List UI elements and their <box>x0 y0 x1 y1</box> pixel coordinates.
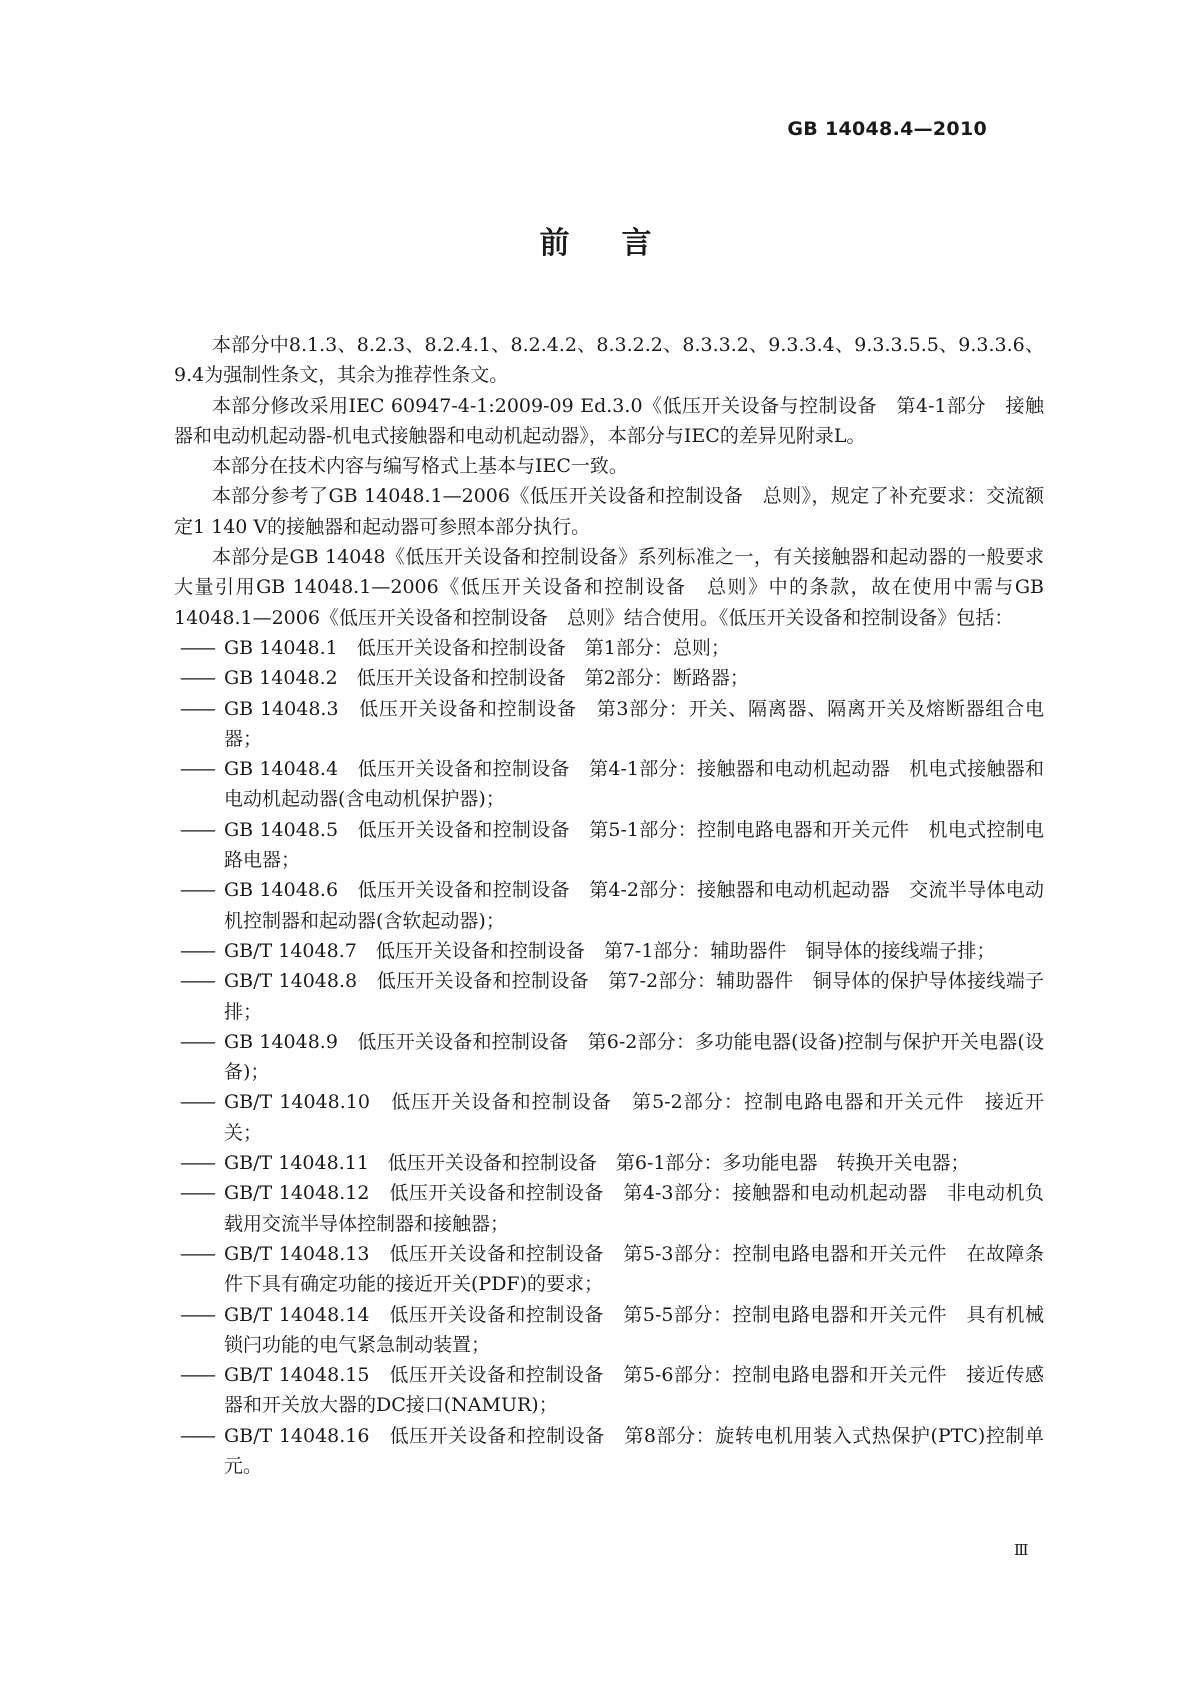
list-item <box>180 1360 1044 1421</box>
list-item <box>180 966 1044 1027</box>
list-item <box>180 1148 1044 1178</box>
list-item-text: GB/T 14048.14 低压开关设备和控制设备 第5-5部分：控制电路电器和开关元件 具有机械锁闩功能的电气紧急制动装置； <box>224 1303 1044 1356</box>
list-item <box>180 694 1044 755</box>
list-item <box>180 875 1044 936</box>
list-dash: —— <box>180 636 214 659</box>
list-item-text: GB/T 14048.16 低压开关设备和控制设备 第8部分：旋转电机用装入式热保护(PTC)控制单元。 <box>224 1424 1044 1477</box>
list-item <box>180 1178 1044 1239</box>
list-item <box>180 754 1044 815</box>
list-dash: —— <box>180 667 214 690</box>
list-item-text: GB 14048.6 低压开关设备和控制设备 第4-2部分：接触器和电动机起动器 交流半导体电动机控制器和起动器(含软起动器)； <box>224 879 1044 932</box>
paragraph: 本部分是GB 14048《低压开关设备和控制设备》系列标准之一，有关接触器和起动器的一般要求大量引用GB 14048.1—2006《低压开关设备和控制设备 总则》中的条款，故在使用中需与GB 14048.1—2006《低压开关设备和控制设备 总则》结合使用。《低压开关设备和控制设备》包括： <box>174 546 1044 629</box>
list-item <box>180 1027 1044 1088</box>
list-dash: —— <box>180 1303 214 1326</box>
list-dash: —— <box>180 1364 214 1387</box>
list-item-text: GB/T 14048.7 低压开关设备和控制设备 第7-1部分：辅助器件 铜导体的接线端子排； <box>224 939 996 962</box>
standards-list <box>174 633 1044 1481</box>
list-dash: —— <box>180 697 214 720</box>
list-item-text: GB/T 14048.11 低压开关设备和控制设备 第6-1部分：多功能电器 转换开关电器； <box>224 1152 970 1175</box>
list-item <box>180 1421 1044 1482</box>
list-item <box>180 815 1044 876</box>
list-item-text: GB 14048.3 低压开关设备和控制设备 第3部分：开关、隔离器、隔离开关及熔断器组合电器； <box>224 697 1044 750</box>
list-dash: —— <box>180 1182 214 1205</box>
list-dash: —— <box>180 970 214 993</box>
list-item <box>180 1300 1044 1361</box>
list-dash: —— <box>180 1030 214 1053</box>
list-item <box>180 663 1044 693</box>
list-dash: —— <box>180 939 214 962</box>
list-item-text: GB/T 14048.13 低压开关设备和控制设备 第5-3部分：控制电路电器和开关元件 在故障条件下具有确定功能的接近开关(PDF)的要求； <box>224 1242 1044 1296</box>
page-number: Ⅲ <box>1014 1541 1029 1559</box>
list-dash: —— <box>180 758 214 781</box>
paragraph: 本部分中8.1.3、8.2.3、8.2.4.1、8.2.4.2、8.3.2.2、8.3.3.2、9.3.3.4、9.3.3.5.5、9.3.3.6、9.4为强制性条文，其余为推荐性条文。 <box>174 334 1044 387</box>
list-item <box>180 1087 1044 1148</box>
paragraph: 本部分参考了GB 14048.1—2006《低压开关设备和控制设备 总则》，规定了补充要求：交流额定1 140 V的接触器和起动器可参照本部分执行。 <box>174 485 1044 538</box>
list-item-text: GB/T 14048.8 低压开关设备和控制设备 第7-2部分：辅助器件 铜导体的保护导体接线端子排； <box>224 970 1044 1023</box>
list-dash: —— <box>180 818 214 841</box>
list-dash: —— <box>180 1242 214 1265</box>
list-item <box>180 1239 1044 1300</box>
list-item-text: GB 14048.2 低压开关设备和控制设备 第2部分：断路器； <box>224 667 749 690</box>
document-body <box>174 330 1044 1481</box>
list-item-text: GB 14048.4 低压开关设备和控制设备 第4-1部分：接触器和电动机起动器 机电式接触器和电动机起动器(含电动机保护器)； <box>224 758 1044 811</box>
paragraph: 本部分在技术内容与编写格式上基本与IEC一致。 <box>212 455 628 478</box>
list-item <box>180 936 1044 966</box>
list-dash: —— <box>180 1091 214 1114</box>
list-item-text: GB 14048.5 低压开关设备和控制设备 第5-1部分：控制电路电器和开关元件 机电式控制电路电器； <box>224 818 1044 872</box>
standard-number: GB 14048.4—2010 <box>787 118 987 140</box>
list-item <box>180 633 1044 663</box>
list-dash: —— <box>180 1424 214 1447</box>
list-item-text: GB/T 14048.10 低压开关设备和控制设备 第5-2部分：控制电路电器和开关元件 接近开关； <box>224 1091 1044 1144</box>
list-item-text: GB 14048.9 低压开关设备和控制设备 第6-2部分：多功能电器(设备)控制与保护开关电器(设备)； <box>224 1030 1044 1084</box>
list-item-text: GB/T 14048.15 低压开关设备和控制设备 第5-6部分：控制电路电器和开关元件 接近传感器和开关放大器的DC接口(NAMUR)； <box>224 1364 1044 1417</box>
list-dash: —— <box>180 879 214 902</box>
list-item-text: GB 14048.1 低压开关设备和控制设备 第1部分：总则； <box>224 636 730 659</box>
paragraph: 本部分修改采用IEC 60947-4-1:2009-09 Ed.3.0《低压开关设备与控制设备 第4-1部分 接触器和电动机起动器-机电式接触器和电动机起动器》，本部分与IEC的差异见附录L。 <box>174 394 1044 447</box>
page-title: 前言 <box>539 226 704 261</box>
list-item-text: GB/T 14048.12 低压开关设备和控制设备 第4-3部分：接触器和电动机起动器 非电动机负载用交流半导体控制器和接触器； <box>224 1182 1044 1235</box>
list-dash: —— <box>180 1152 214 1175</box>
